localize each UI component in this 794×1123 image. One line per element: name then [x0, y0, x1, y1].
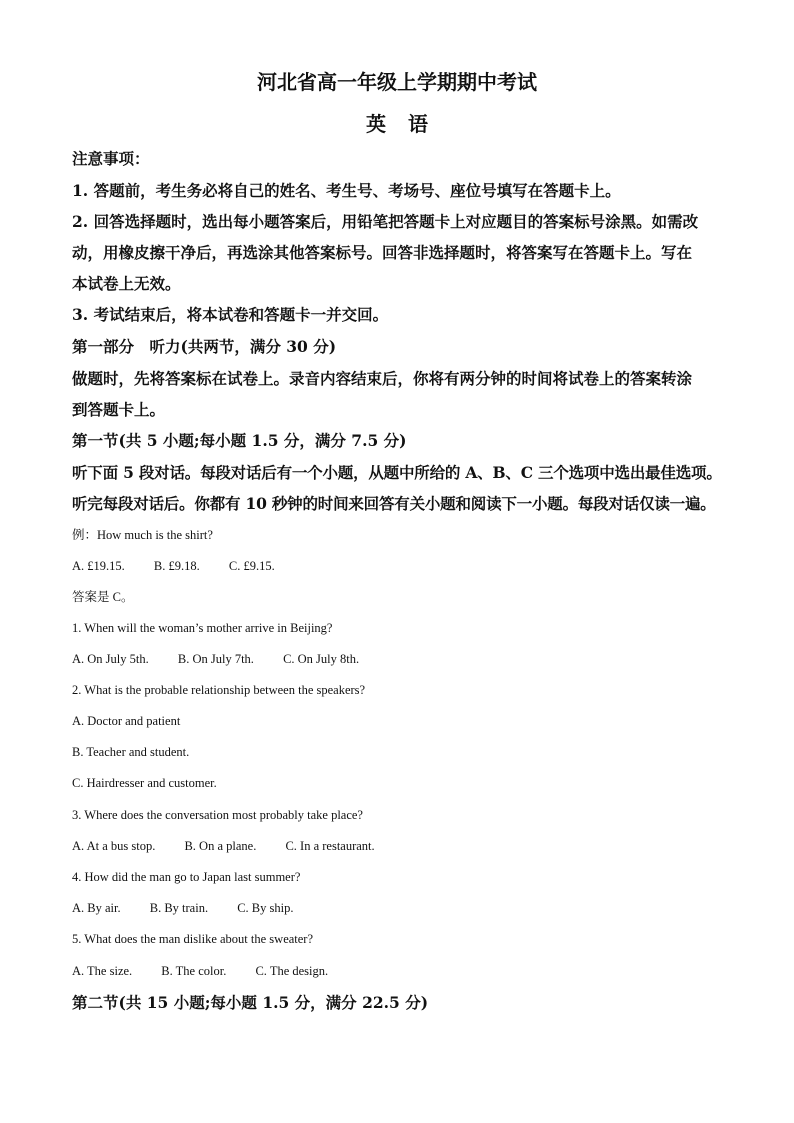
notice-heading: 注意事项：	[72, 149, 150, 168]
exam-title: 河北省高一年级上学期期中考试	[257, 70, 537, 94]
section2-heading: 第二节(共 15 小题;每小题 1.5 分，满分 22.5 分)	[72, 993, 429, 1012]
part1-intro-line-2: 到答题卡上。	[72, 400, 166, 419]
part1-intro-line-1: 做题时，先将答案标在试卷上。录音内容结束后，你将有两分钟的时间将试卷上的答案转涂	[72, 369, 693, 388]
example-question: 例：How much is the shirt?	[72, 528, 213, 542]
example-answer: 答案是 C。	[72, 590, 134, 604]
question-4-option-a: A. By air.	[72, 901, 121, 915]
question-4-option-b: B. By train.	[149, 901, 209, 915]
example-option-c: C. £9.15.	[228, 559, 275, 573]
question-2-option-b: B. Teacher and student.	[72, 745, 190, 759]
question-3: 3. Where does the conversation most probably take place?	[72, 808, 363, 822]
example-option-b: B. £9.18.	[153, 559, 200, 573]
question-3-option-b: B. On a plane.	[184, 839, 257, 853]
section1-instruction-line-2: 听完每段对话后。你都有 10 秒钟的时间来回答有关小题和阅读下一小题。每段对话仅读一遍。	[72, 494, 716, 513]
exam-subject: 英语	[366, 112, 450, 136]
question-2-option-a: A. Doctor and patient	[72, 714, 181, 728]
question-1-option-c: C. On July 8th.	[283, 652, 360, 666]
section1-heading: 第一节(共 5 小题;每小题 1.5 分，满分 7.5 分)	[72, 431, 407, 450]
question-5-option-b: B. The color.	[161, 964, 227, 978]
question-4: 4. How did the man go to Japan last summer?	[72, 870, 301, 884]
question-3-option-a: A. At a bus stop.	[72, 839, 156, 853]
question-4-options	[72, 899, 732, 917]
question-5-option-c: C. The design.	[255, 964, 329, 978]
question-4-option-c: C. By ship.	[237, 901, 294, 915]
example-options	[72, 557, 732, 575]
question-2: 2. What is the probable relationship between the speakers?	[72, 683, 366, 697]
question-5-options	[72, 962, 732, 980]
notice-item-2-line-1: 2. 回答选择题时，选出每小题答案后，用铅笔把答题卡上对应题目的答案标号涂黑。如需改	[72, 212, 699, 231]
example-option-a: A. £19.15.	[72, 559, 125, 573]
section1-instruction-line-1: 听下面 5 段对话。每段对话后有一个小题，从题中所给的 A、B、C 三个选项中选出最佳选项。	[72, 463, 722, 482]
part1-heading: 第一部分 听力(共两节，满分 30 分)	[72, 337, 337, 356]
notice-item-2-line-2: 动，用橡皮擦干净后，再选涂其他答案标号。回答非选择题时，将答案写在答题卡上。写在	[72, 243, 693, 262]
question-1: 1. When will the woman’s mother arrive in Beijing?	[72, 621, 333, 635]
question-1-options	[72, 650, 732, 668]
notice-item-3: 3. 考试结束后，将本试卷和答题卡一并交回。	[72, 305, 389, 324]
question-2-option-c: C. Hairdresser and customer.	[72, 776, 217, 790]
question-1-option-b: B. On July 7th.	[177, 652, 254, 666]
notice-item-1: 1. 答题前，考生务必将自己的姓名、考生号、考场号、座位号填写在答题卡上。	[72, 181, 621, 200]
question-5: 5. What does the man dislike about the sweater?	[72, 932, 314, 946]
question-1-option-a: A. On July 5th.	[72, 652, 149, 666]
question-5-option-a: A. The size.	[72, 964, 133, 978]
question-3-options	[72, 837, 732, 855]
notice-item-2-line-3: 本试卷上无效。	[72, 274, 181, 293]
question-3-option-c: C. In a restaurant.	[285, 839, 375, 853]
